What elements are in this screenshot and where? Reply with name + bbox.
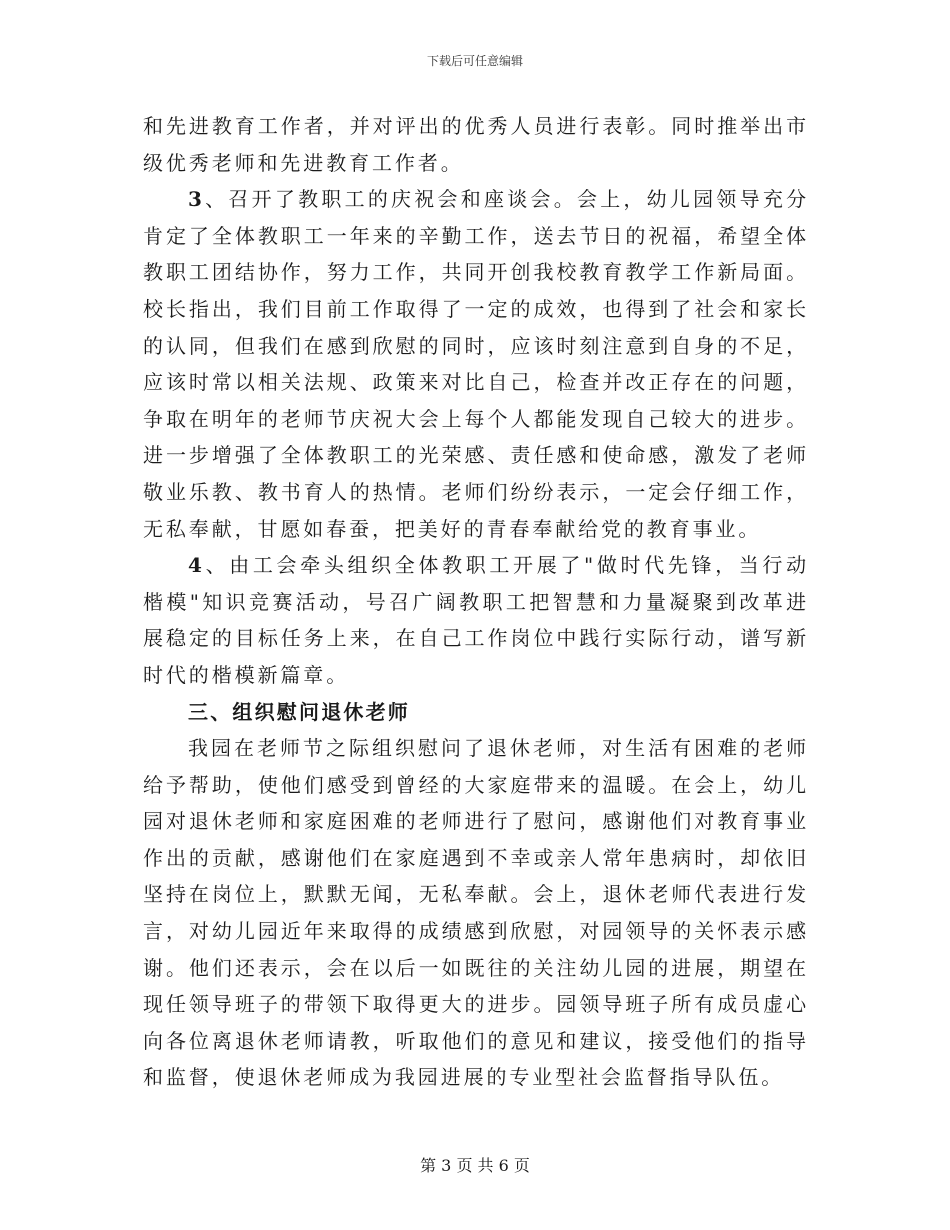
paragraph-text: 、召开了教职工的庆祝会和座谈会。会上，幼儿园领导充分肯定了全体教职工一年来的辛勤工作，送去节日的祝福，希望全体教职工团结协作，努力工作，共同开创我校教育教学工作新局面。校长指出，我们目前工作取得了一定的成效，也得到了社会和家长的认同，但我们在感到欣慰的同时，应该时刻注意到自身的不足，应该时常以相关法规、政策来对比自己，检查并改正存在的问题，争取在明年的老师节庆祝大会上每个人都能发现自己较大的进步。进一步增强了全体教职工的光荣感、责任感和使命感，激发了老师敬业乐教、教书育人的热情。老师们纷纷表示，一定会仔细工作，无私奉献，甘愿如春蚕，把美好的青春奉献给党的教育事业。	[143, 187, 809, 541]
document-body	[143, 108, 809, 1096]
item-number: 3	[188, 187, 205, 212]
paragraph-text: 、由工会牵头组织全体教职工开展了"做时代先锋，当行动楷模"知识竞赛活动，号召广阔教职工把智慧和力量凝聚到改革进展稳定的目标任务上来，在自己工作岗位中践行实际行动，谱写新时代的楷模新篇章。	[143, 553, 809, 687]
paragraph-retired-teachers: 我园在老师节之际组织慰问了退休老师，对生活有困难的老师给予帮助，使他们感受到曾经的大家庭带来的温暖。在会上，幼儿园对退休老师和家庭困难的老师进行了慰问，感谢他们对教育事业作出的贡献，感谢他们在家庭遇到不幸或亲人常年患病时，却依旧坚持在岗位上，默默无闻，无私奉献。会上，退休老师代表进行发言，对幼儿园近年来取得的成绩感到欣慰，对园领导的关怀表示感谢。他们还表示，会在以后一如既往的关注幼儿园的进展，期望在现任领导班子的带领下取得更大的进步。园领导班子所有成员虚心向各位离退休老师请教，听取他们的意见和建议，接受他们的指导和监督，使退休老师成为我园进展的专业型社会监督指导队伍。	[143, 736, 809, 1090]
paragraph-continued: 和先进教育工作者，并对评出的优秀人员进行表彰。同时推举出市级优秀老师和先进教育工作者。	[143, 114, 809, 175]
paragraph-item-4	[143, 547, 809, 693]
page-header: 下载后可任意编辑	[426, 54, 523, 68]
item-number: 4	[188, 553, 205, 578]
paragraph-item-3	[143, 181, 809, 547]
section-heading: 三、组织慰问退休老师	[188, 699, 410, 724]
page-number: 第 3 页 共 6 页	[420, 1156, 530, 1175]
